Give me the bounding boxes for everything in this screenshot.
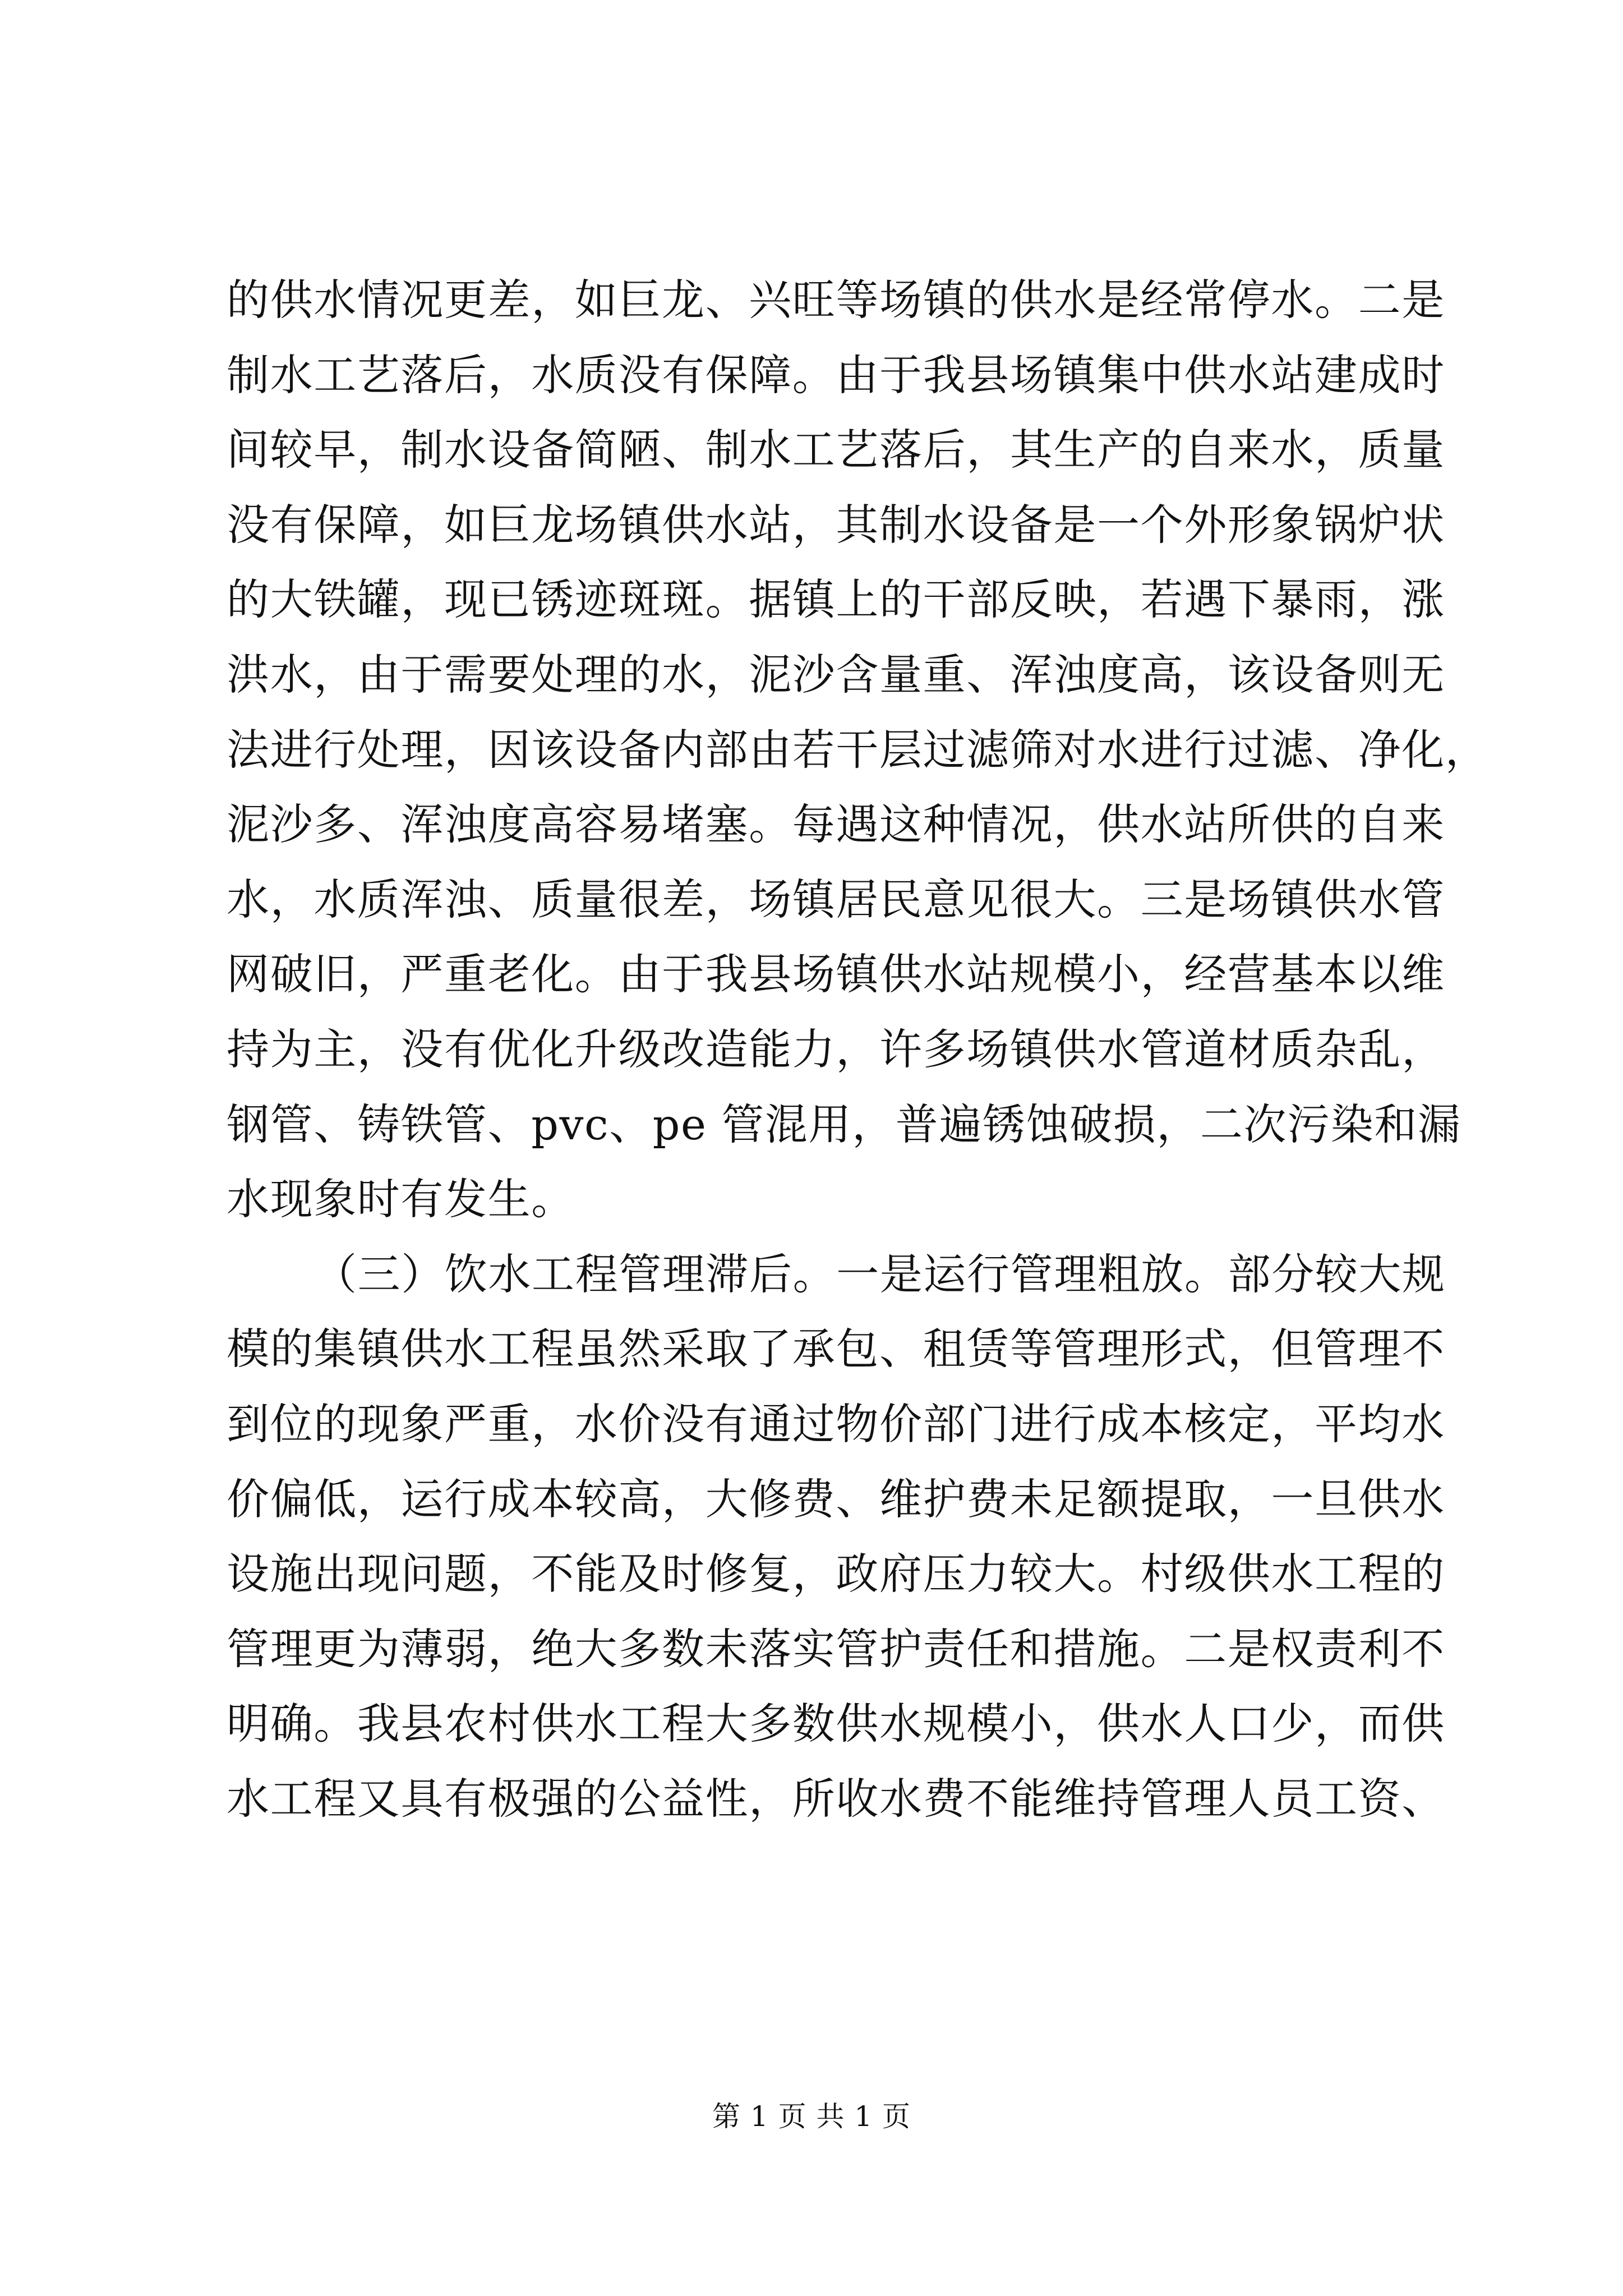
text-line: 明确。我县农村供水工程大多数供水规模小，供水人口少，而供 — [227, 1699, 1445, 1749]
page-number-label: 第 1 页 共 1 页 — [712, 2100, 911, 2133]
text-line: 洪水，由于需要处理的水，泥沙含量重、浑浊度高，该设备则无 — [227, 649, 1445, 700]
text-line: 没有保障，如巨龙场镇供水站，其制水设备是一个外形象锅炉状 — [227, 499, 1445, 550]
text-line: 的大铁罐，现已锈迹斑斑。据镇上的干部反映，若遇下暴雨，涨 — [227, 574, 1445, 625]
text-line: 水，水质浑浊、质量很差，场镇居民意见很大。三是场镇供水管 — [227, 874, 1445, 924]
page-footer — [0, 2097, 1623, 2136]
text-line: 到位的现象严重，水价没有通过物价部门进行成本核定，平均水 — [227, 1398, 1445, 1449]
text-line: （三）饮水工程管理滞后。一是运行管理粗放。部分较大规 — [314, 1249, 1446, 1299]
text-line: 网破旧，严重老化。由于我县场镇供水站规模小，经营基本以维 — [227, 949, 1445, 1000]
text-line: 设施出现问题，不能及时修复，政府压力较大。村级供水工程的 — [227, 1549, 1445, 1599]
text-line: 模的集镇供水工程虽然采取了承包、租赁等管理形式，但管理不 — [227, 1324, 1445, 1374]
text-line: 水现象时有发生。 — [227, 1174, 575, 1225]
text-line: 间较早，制水设备简陋、制水工艺落后，其生产的自来水，质量 — [227, 425, 1445, 475]
text-line: 泥沙多、浑浊度高容易堵塞。每遇这种情况，供水站所供的自来 — [227, 799, 1445, 850]
text-line: 的供水情况更差，如巨龙、兴旺等场镇的供水是经常停水。二是 — [227, 275, 1445, 325]
body-text — [227, 263, 1489, 1836]
text-line: 管理更为薄弱，绝大多数未落实管护责任和措施。二是权责利不 — [227, 1623, 1445, 1674]
text-line: 价偏低，运行成本较高，大修费、维护费未足额提取，一旦供水 — [227, 1474, 1445, 1524]
text-line: 法进行处理，因该设备内部由若干层过滤筛对水进行过滤、净化， — [227, 724, 1489, 775]
text-line: 制水工艺落后，水质没有保障。由于我县场镇集中供水站建成时 — [227, 349, 1445, 400]
text-line: 持为主，没有优化升级改造能力，许多场镇供水管道材质杂乱， — [227, 1024, 1445, 1074]
text-line: 水工程又具有极强的公益性，所收水费不能维持管理人员工资、 — [227, 1773, 1445, 1824]
text-line: 钢管、铸铁管、pvc、pe 管混用，普遍锈蚀破损，二次污染和漏 — [227, 1099, 1461, 1149]
